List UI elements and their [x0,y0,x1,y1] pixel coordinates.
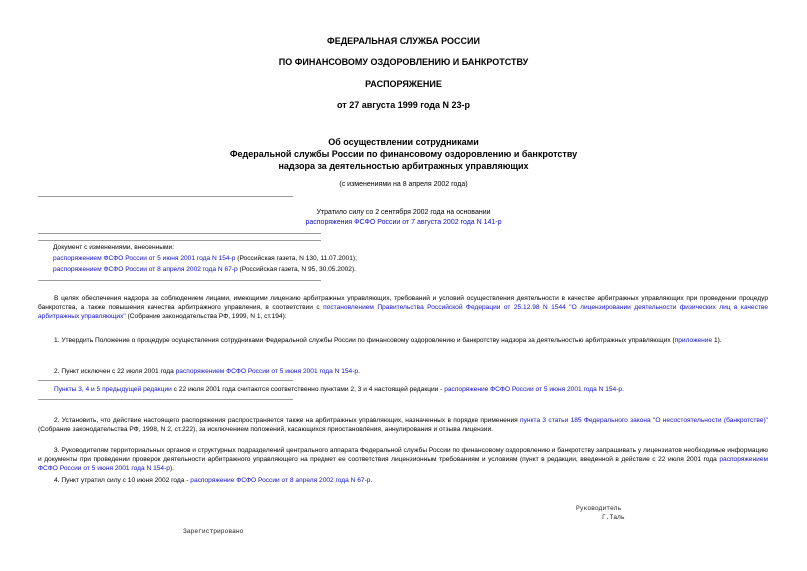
preamble-text-end: (Собрание законодательства РФ, 1999, N 1, ст.194): [125,313,287,320]
renumbering-text-end: . [622,386,624,393]
item-1-paragraph [38,336,768,345]
divider [38,280,321,281]
divider [38,380,293,381]
appendix-link[interactable]: приложение [674,337,713,344]
agency-name-line2: ПО ФИНАНСОВОМУ ОЗДОРОВЛЕНИЮ И БАНКРОТСТВУ [278,57,529,67]
document-title-line1: Об осуществлении сотрудниками [328,137,479,147]
renumbering-link[interactable]: распоряжение ФСФО России от 5 июня 2001 года N 154-р [444,386,623,393]
amendment-source: (Российская газета, N 130, 11.07.2001); [235,255,357,262]
lapsed-link-line [0,219,807,226]
item-3-link[interactable]: распоряжением ФСФО России от 5 июня 2001 года N 154-р [38,456,768,472]
lapsed-notice: Утратило силу со 2 сентября 2002 года на основании [316,209,491,216]
item-4-text-end: . [370,477,373,484]
preamble-text: В целях обеспечения надзора за соблюдением лицами, имеющими лицензию арбитражных управляющих, требований и условий осуществления деятельности в качестве арбитражных управляющих при проведении процедур банкротства, а также повышения качества арбитражного управления, в соответствии с [38,295,768,311]
amendment-link[interactable]: распоряжением ФСФО России от 5 июня 2001 года N 154-р [53,255,236,262]
item-4-link[interactable]: распоряжение ФСФО России от 8 апреля 2002 года N 67-р [190,477,371,484]
item-2-excluded [54,367,360,376]
preamble-link[interactable]: постановлением Правительства Российской Федерации от 25.12.98 N 1544 "О лицензировании деятельности физических лиц в качестве арбитражных управляющих" [38,304,768,320]
item-3-text: 3. Руководителям территориальных органов и структурных подразделений центрального аппарата Федеральной службы России по финансовому оздоровлению и банкротству запрашивать у лицензиатов необходимые информацию и документы при проведении проверок деятельности арбитражного управляющего на предмет ее соответствия лицензионным требованиям и условиям (пункт в редакции, введенной в действие с 22 июля 2001 года [38,447,768,463]
lapsed-link[interactable]: распоряжения ФСФО России от 7 августа 2002 года N 141-р [305,219,502,226]
registered-label: Зарегистрировано [183,528,244,535]
amendments-intro: Документ с изменениями, внесенными: [53,244,175,251]
amendment-link[interactable]: распоряжением ФСФО России от 8 апреля 2002 года N 67-р [53,266,238,273]
item-3-text-end: ). [169,465,174,472]
signature-name: Г.Таль [602,514,625,521]
document-title-line3: надзора за деятельностью арбитражных управляющих [278,161,529,171]
divider [38,196,293,197]
item-2-new-paragraph [38,416,768,434]
item-1-text: 1. Утвердить Положение о процедуре осуществления сотрудниками Федеральной службы России по финансовому оздоровлению и банкротству надзора за деятельностью арбитражных управляющих ( [54,337,675,344]
document-date: от 27 августа 1999 года N 23-р [337,100,470,110]
item-2-text: 2. Пункт исключен с 22 июля 2001 года [54,368,176,375]
item-2-link[interactable]: распоряжением ФСФО России от 5 июня 2001 года N 154-р [175,368,359,375]
divider [38,240,321,241]
changes-note: (с изменениями на 8 апреля 2002 года) [339,181,468,188]
item-2-new-text-end: (Собрание законодательства РФ, 1998, N 2, ст.222), за исключением положений, касающихся приостановления, аннулирования и отзыва лицензии. [38,426,493,433]
preamble-paragraph [38,294,768,321]
document-title-line2: Федеральной службы России по финансовому оздоровлению и банкротству [229,149,578,159]
bankruptcy-law-link[interactable]: пункта 3 статьи 185 Федерального закона "О несостоятельности (банкротстве)" [520,417,768,424]
amendment-source: (Российская газета, N 95, 30.05.2002). [237,266,356,273]
previous-edition-link[interactable]: Пункты 3, 4 и 5 предыдущей редакции [54,386,172,393]
signature-role: Руководитель [576,505,622,512]
renumbering-note [54,385,624,394]
item-4-text: 4. Пункт утратил силу с 10 июня 2002 года - [54,477,191,484]
item-3-paragraph [38,446,768,473]
renumbering-text: с 22 июля 2001 года считаются соответственно пунктами 2, 3 и 4 настоящей редакции - [171,386,445,393]
item-2-new-text: 2. Установить, что действие настоящего распоряжения распространяется также на арбитражных управляющих, назначенных в порядке применения [54,417,521,424]
divider [38,233,321,234]
item-1-text-end: 1). [712,337,722,344]
item-4 [54,476,372,485]
amendment-item [53,265,356,274]
item-2-text-end: . [358,368,360,375]
agency-name: ФЕДЕРАЛЬНАЯ СЛУЖБА РОССИИ [327,36,480,46]
divider [38,399,293,400]
document-type: РАСПОРЯЖЕНИЕ [365,79,442,89]
amendment-item [53,254,357,263]
